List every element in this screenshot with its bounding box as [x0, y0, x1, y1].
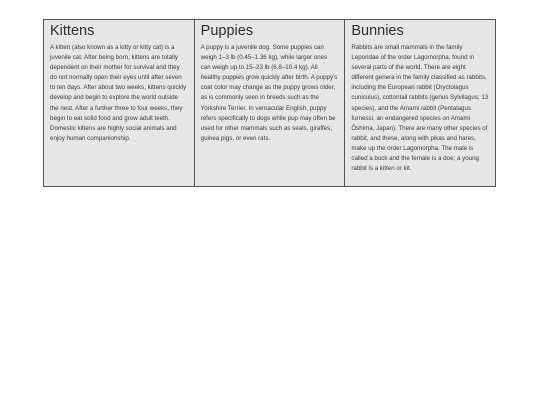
column-puppies — [195, 20, 346, 186]
column-text: A puppy is a juvenile dog. Some puppies can weigh 1–3 lb (0.45–1.36 kg), while larger ones can weigh up to 15–23 lb (6.8–10.4 kg). All healthy puppies grow quickly after birth. A puppy's coat color may change as the puppy grows older, as is commonly seen in breeds such as the Yorkshire Terrier. In vernacular English, puppy refers specifically to dogs while pup may often be used for other mammals such as seals, giraffes, guinea pigs, or even rats. — [200, 44, 338, 142]
animal-info-table — [43, 19, 496, 187]
column-text: Rabbits are small mammals in the family Leporidae of the order Lagomorpha, found in several parts of the world. There are eight different genera in the family classified as rabbits, including the European rabbit (Oryctolagus cuniculus), cottontail rabbits (genus Sylvilagus; 13 species), and the Amami rabbit (Pentalagus furnessi, an endangered species on Amami Ōshima, Japan). There are many other species of rabbit, and these, along with pikas and hares, make up the order Lagomorpha. The male is called a buck and the female is a doe; a young rabbit is a kitten or kit. — [351, 44, 489, 173]
column-bunnies — [345, 20, 495, 186]
column-kittens — [44, 20, 195, 186]
column-text: A kitten (also known as a kitty or kitty cat) is a juvenile cat. After being born, kittens are totally dependent on their mother for survival and they do not normally open their eyes until after seven to ten days. After about two weeks, kittens quickly develop and begin to explore the world outside the nest. After a further three to four weeks, they begin to eat solid food and grow adult teeth. Domestic kittens are highly social animals and enjoy human companionship. — [50, 44, 187, 142]
column-title: Bunnies — [351, 23, 404, 39]
column-title: Puppies — [200, 23, 254, 39]
column-title: Kittens — [50, 23, 95, 39]
